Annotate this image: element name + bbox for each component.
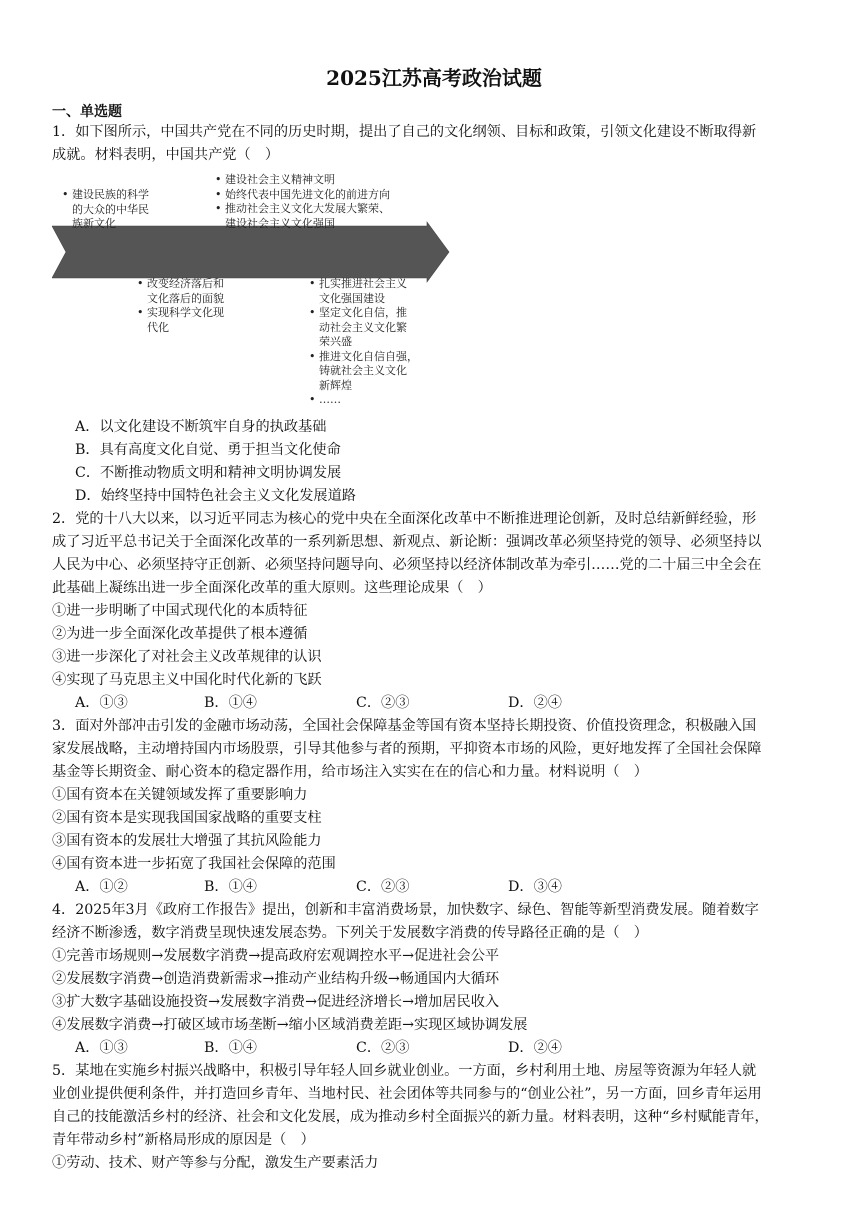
q4-item: ④发展数字消费→打破区域市场垄断→缩小区域消费差距→实现区域协调发展 (52, 1017, 528, 1033)
q4-stem-line: 4．2025年3月《政府工作报告》提出，创新和丰富消费场景，加快数字、绿色、智能等新型消费发展。随着数字 (52, 902, 759, 918)
bullets-top-middle (215, 173, 445, 231)
q2-choice-b[interactable]: B．①④ (204, 695, 257, 711)
bullet-item: • 建设民族的科学 的大众的中华民 族新文化 (62, 188, 172, 232)
q4-item: ③扩大数字基础设施投资→发展数字消费→促进经济增长→增加居民收入 (52, 994, 500, 1010)
section-heading: 一、单选题 (52, 104, 122, 120)
q3-stem-line: 基金等长期资金、耐心资本的稳定器作用，给市场注入实实在在的信心和力量。材料说明（ ） (52, 764, 648, 780)
q4-choice-a[interactable]: A．①③ (75, 1040, 128, 1056)
bullet-item: • 实现科学文化现 代化 (137, 306, 247, 335)
q3-item: ④国有资本进一步拓宽了我国社会保障的范围 (52, 856, 336, 872)
q1-option-c[interactable]: C．不断推动物质文明和精神文明协调发展 (75, 465, 342, 481)
q1-option-d[interactable]: D．始终坚持中国特色社会主义文化发展道路 (75, 488, 356, 504)
q5-item: ①劳动、技术、财产等参与分配，激发生产要素活力 (52, 1155, 379, 1171)
timeline-diagram (52, 170, 452, 420)
q2-item: ③进一步深化了对社会主义改革规律的认识 (52, 649, 322, 665)
q4-choice-b[interactable]: B．①④ (204, 1040, 257, 1056)
q2-stem-line: 成了习近平总书记关于全面深化改革的一系列新思想、新观点、新论断：强调改革必须坚持党的领导、必须坚持以 (52, 534, 762, 550)
q5-stem-line: 自己的技能激活乡村的经济、社会和文化发展，成为推动乡村全面振兴的新力量。材料表明，这种“乡村赋能青年， (52, 1109, 769, 1125)
bullet-item: • 扎实推进社会主义 文化强国建设 (309, 277, 434, 306)
q4-stem-line: 经济不断渗透，数字消费呈现快速发展态势。下列关于发展数字消费的传导路径正确的是（ ） (52, 925, 648, 941)
q2-choice-a[interactable]: A．①③ (75, 695, 128, 711)
q2-stem-line: 此基础上凝练出进一步全面深化改革的重大原则。这些理论成果（ ） (52, 580, 492, 596)
bullet-item: • 坚定文化自信，推 动社会主义文化繁 荣兴盛 (309, 306, 434, 350)
q3-stem-line: 家发展战略，主动增持国内市场股票，引导其他参与者的预期，平抑资本市场的风险，更好地发挥了全国社会保障 (52, 741, 762, 757)
q1-option-b[interactable]: B．具有高度文化自觉、勇于担当文化使命 (75, 442, 341, 458)
q4-choice-c[interactable]: C．②③ (356, 1040, 410, 1056)
bullet-item: • 推动社会主义文化大发展大繁荣、 建设社会主义文化强国 (215, 202, 445, 231)
q5-stem-line: 业创业提供便利条件，并打造回乡青年、当地村民、社会团体等共同参与的“创业公社”，另一方面，回乡青年运用 (52, 1086, 762, 1102)
q2-stem-line: 人民为中心、必须坚持守正创新、必须坚持问题导向、必须坚持以经济体制改革为牵引……党的二十届三中全会在 (52, 557, 762, 573)
bullet-item: • 推进文化自信自强， 铸就社会主义文化 新辉煌 (309, 350, 434, 394)
q5-stem-line: 青年带动乡村”新格局形成的原因是（ ） (52, 1132, 315, 1148)
q2-item: ①进一步明晰了中国式现代化的本质特征 (52, 603, 308, 619)
q1-stem-line2: 成就。材料表明，中国共产党（ ） (52, 147, 280, 163)
q3-item: ②国有资本是实现我国国家战略的重要支柱 (52, 810, 322, 826)
bullet-item: • …… (309, 393, 434, 408)
q3-item: ①国有资本在关键领域发挥了重要影响力 (52, 787, 308, 803)
bullet-item: • 建设社会主义精神文明 (215, 173, 445, 188)
q3-stem-line: 3．面对外部冲击引发的金融市场动荡，全国社会保障基金等国有资本坚持长期投资、价值投资理念，积极融入国 (52, 718, 757, 734)
q2-item: ④实现了马克思主义中国化时代化新的飞跃 (52, 672, 322, 688)
q1-option-a[interactable]: A．以文化建设不断筑牢自身的执政基础 (75, 419, 327, 435)
q3-choice-a[interactable]: A．①② (75, 879, 128, 895)
bullet-item: • 改变经济落后和 文化落后的面貌 (137, 277, 247, 306)
bullets-top-left (62, 188, 172, 232)
page-title: 2025江苏高考政治试题 (326, 66, 542, 90)
bullet-item: • 始终代表中国先进文化的前进方向 (215, 188, 445, 203)
q3-choice-b[interactable]: B．①④ (204, 879, 257, 895)
q3-choice-d[interactable]: D．③④ (508, 879, 562, 895)
q2-item: ②为进一步全面深化改革提供了根本遵循 (52, 626, 308, 642)
q3-item: ③国有资本的发展壮大增强了其抗风险能力 (52, 833, 322, 849)
q1-stem-line1: 1．如下图所示，中国共产党在不同的历史时期，提出了自己的文化纲领、目标和政策，引领文化建设不断取得新 (52, 124, 757, 140)
q4-choice-d[interactable]: D．②④ (508, 1040, 562, 1056)
q2-choice-d[interactable]: D．②④ (508, 695, 562, 711)
q3-choice-c[interactable]: C．②③ (356, 879, 410, 895)
q4-item: ②发展数字消费→创造消费新需求→推动产业结构升级→畅通国内大循环 (52, 971, 500, 987)
q5-stem-line: 5．某地在实施乡村振兴战略中，积极引导年轻人回乡就业创业。一方面，乡村利用土地、房屋等资源为年轻人就 (52, 1063, 757, 1079)
q4-item: ①完善市场规则→发展数字消费→提高政府宏观调控水平→促进社会公平 (52, 948, 500, 964)
bullets-bottom-left (137, 277, 247, 335)
q2-choice-c[interactable]: C．②③ (356, 695, 410, 711)
bullets-bottom-right (309, 277, 434, 408)
q2-stem-line: 2．党的十八大以来，以习近平同志为核心的党中央在全面深化改革中不断推进理论创新，及时总结新鲜经验，形 (52, 511, 757, 527)
